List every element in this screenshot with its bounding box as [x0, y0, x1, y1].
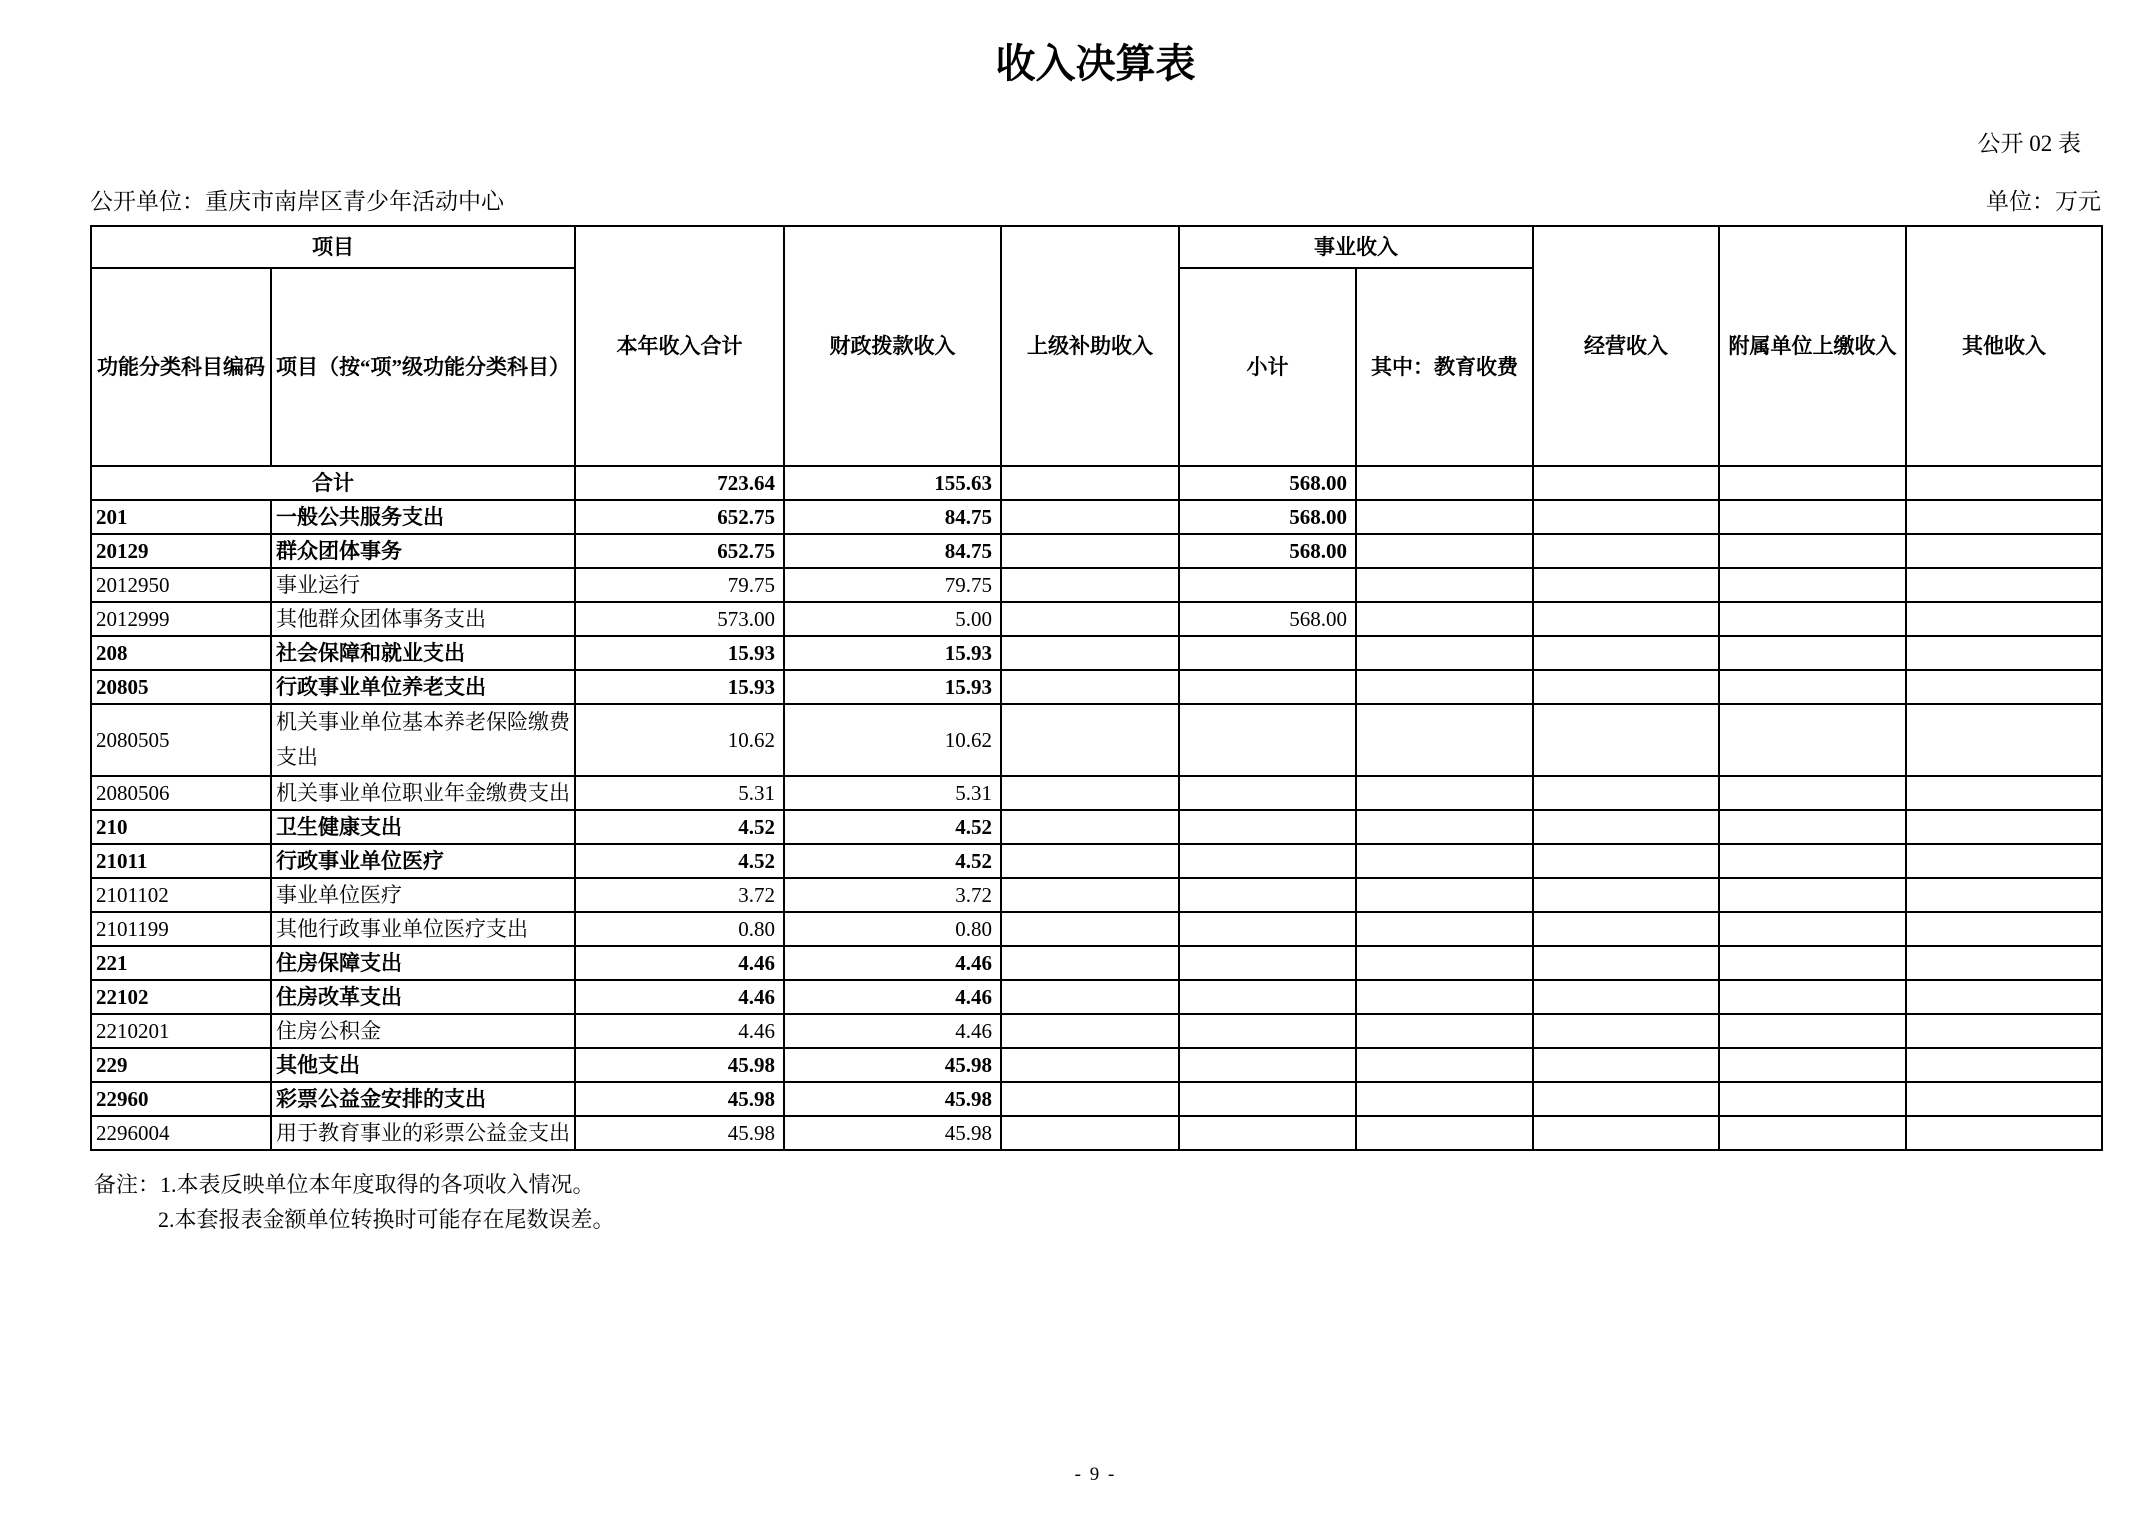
cell-value: 84.75	[784, 500, 1001, 534]
table-row	[91, 1014, 2102, 1048]
cell-value	[1719, 1014, 1906, 1048]
cell-value	[1719, 810, 1906, 844]
row-item: 机关事业单位基本养老保险缴费支出	[271, 704, 575, 776]
cell-value	[1906, 878, 2102, 912]
cell-value	[1906, 1048, 2102, 1082]
cell-value	[1356, 500, 1533, 534]
cell-value: 79.75	[784, 568, 1001, 602]
cell-value	[1356, 704, 1533, 776]
row-code: 2101199	[91, 912, 271, 946]
row-code: 229	[91, 1048, 271, 1082]
cell-value: 79.75	[575, 568, 784, 602]
cell-value	[1719, 1048, 1906, 1082]
cell-value	[1356, 670, 1533, 704]
row-code: 2101102	[91, 878, 271, 912]
cell-value	[1906, 776, 2102, 810]
cell-value	[1533, 466, 1719, 500]
income-table	[90, 225, 2103, 1151]
cell-value	[1533, 946, 1719, 980]
cell-value	[1719, 636, 1906, 670]
row-item: 住房保障支出	[271, 946, 575, 980]
row-code: 2080506	[91, 776, 271, 810]
cell-value	[1533, 776, 1719, 810]
cell-value: 5.31	[575, 776, 784, 810]
row-code: 20129	[91, 534, 271, 568]
cell-value: 45.98	[575, 1048, 784, 1082]
cell-value	[1001, 878, 1179, 912]
cell-value	[1906, 602, 2102, 636]
cell-value	[1719, 1116, 1906, 1150]
cell-value	[1001, 500, 1179, 534]
cell-value	[1906, 670, 2102, 704]
row-item: 其他行政事业单位医疗支出	[271, 912, 575, 946]
cell-value	[1179, 878, 1356, 912]
cell-value	[1719, 568, 1906, 602]
table-row	[91, 912, 2102, 946]
cell-value	[1179, 1014, 1356, 1048]
cell-value	[1179, 1116, 1356, 1150]
cell-value	[1533, 568, 1719, 602]
table-row	[91, 534, 2102, 568]
cell-value: 45.98	[575, 1082, 784, 1116]
cell-value	[1906, 1082, 2102, 1116]
cell-value	[1356, 534, 1533, 568]
row-item: 住房公积金	[271, 1014, 575, 1048]
table-row	[91, 466, 2102, 500]
cell-value	[1001, 776, 1179, 810]
cell-value	[1001, 810, 1179, 844]
table-row	[91, 980, 2102, 1014]
cell-value: 4.52	[784, 844, 1001, 878]
row-code: 201	[91, 500, 271, 534]
cell-value	[1533, 602, 1719, 636]
cell-value	[1719, 912, 1906, 946]
cell-value	[1179, 946, 1356, 980]
cell-value	[1533, 878, 1719, 912]
row-code: 208	[91, 636, 271, 670]
note-text-1: 1.本表反映单位本年度取得的各项收入情况。	[160, 1172, 595, 1198]
table-code-label: 公开 02 表	[1977, 131, 2081, 156]
header-col-fiscal: 财政拨款收入	[784, 226, 1001, 466]
cell-value: 15.93	[784, 670, 1001, 704]
cell-value: 10.62	[575, 704, 784, 776]
cell-value	[1356, 602, 1533, 636]
cell-value	[1533, 980, 1719, 1014]
cell-value	[1356, 844, 1533, 878]
cell-value	[1533, 1082, 1719, 1116]
cell-value	[1356, 810, 1533, 844]
cell-value	[1179, 810, 1356, 844]
row-item: 其他支出	[271, 1048, 575, 1082]
cell-value: 4.46	[784, 946, 1001, 980]
cell-value: 568.00	[1179, 500, 1356, 534]
cell-value	[1179, 776, 1356, 810]
cell-value: 4.46	[784, 1014, 1001, 1048]
cell-value	[1533, 844, 1719, 878]
row-code: 2080505	[91, 704, 271, 776]
cell-value	[1533, 912, 1719, 946]
table-row	[91, 568, 2102, 602]
cell-value	[1179, 670, 1356, 704]
cell-value	[1533, 1048, 1719, 1082]
cell-value	[1906, 980, 2102, 1014]
cell-value: 652.75	[575, 500, 784, 534]
cell-value: 4.46	[784, 980, 1001, 1014]
cell-value	[1001, 466, 1179, 500]
header-col-other: 其他收入	[1906, 226, 2102, 466]
cell-value: 723.64	[575, 466, 784, 500]
cell-value	[1001, 1014, 1179, 1048]
cell-value	[1533, 534, 1719, 568]
cell-value: 568.00	[1179, 602, 1356, 636]
row-item: 住房改革支出	[271, 980, 575, 1014]
row-item: 群众团体事务	[271, 534, 575, 568]
cell-value: 84.75	[784, 534, 1001, 568]
cell-value	[1533, 636, 1719, 670]
cell-value: 15.93	[784, 636, 1001, 670]
note-label: 备注：	[94, 1172, 161, 1198]
cell-value	[1906, 1116, 2102, 1150]
cell-value: 568.00	[1179, 466, 1356, 500]
header-col-operating: 经营收入	[1533, 226, 1719, 466]
row-code: 20805	[91, 670, 271, 704]
cell-value	[1356, 568, 1533, 602]
cell-value: 45.98	[575, 1116, 784, 1150]
cell-value	[1179, 980, 1356, 1014]
cell-value	[1001, 568, 1179, 602]
cell-value	[1356, 1082, 1533, 1116]
row-item: 卫生健康支出	[271, 810, 575, 844]
cell-value: 0.80	[784, 912, 1001, 946]
notes	[94, 1167, 2149, 1237]
cell-value	[1179, 1082, 1356, 1116]
cell-value: 4.46	[575, 1014, 784, 1048]
row-item: 一般公共服务支出	[271, 500, 575, 534]
cell-value	[1719, 500, 1906, 534]
cell-value	[1179, 1048, 1356, 1082]
row-total-label: 合计	[91, 466, 575, 500]
cell-value	[1001, 670, 1179, 704]
cell-value	[1179, 568, 1356, 602]
cell-value	[1356, 980, 1533, 1014]
header-group-business: 事业收入	[1179, 226, 1533, 268]
cell-value	[1906, 500, 2102, 534]
note-line-1	[94, 1167, 2149, 1202]
cell-value	[1356, 1116, 1533, 1150]
table-row	[91, 636, 2102, 670]
cell-value	[1356, 912, 1533, 946]
cell-value	[1001, 912, 1179, 946]
cell-value	[1001, 980, 1179, 1014]
row-item: 行政事业单位医疗	[271, 844, 575, 878]
cell-value	[1533, 810, 1719, 844]
cell-value	[1906, 946, 2102, 980]
row-item: 用于教育事业的彩票公益金支出	[271, 1116, 575, 1150]
unit-of-measure-label: 单位：万元	[1986, 188, 2101, 214]
cell-value	[1356, 636, 1533, 670]
cell-value: 15.93	[575, 670, 784, 704]
table-row	[91, 1116, 2102, 1150]
cell-value	[1719, 980, 1906, 1014]
cell-value	[1179, 704, 1356, 776]
cell-value: 4.52	[575, 844, 784, 878]
cell-value	[1719, 946, 1906, 980]
meta-row	[90, 188, 2101, 216]
cell-value: 3.72	[575, 878, 784, 912]
row-code: 2012950	[91, 568, 271, 602]
cell-value	[1719, 1082, 1906, 1116]
cell-value: 10.62	[784, 704, 1001, 776]
table-row	[91, 844, 2102, 878]
table-row	[91, 602, 2102, 636]
page-number: - 9 -	[1074, 1464, 1117, 1485]
table-row	[91, 810, 2102, 844]
cell-value: 155.63	[784, 466, 1001, 500]
row-code: 2210201	[91, 1014, 271, 1048]
cell-value: 4.52	[784, 810, 1001, 844]
cell-value	[1001, 1048, 1179, 1082]
page-title: 收入决算表	[995, 41, 1196, 86]
header-col-education: 其中：教育收费	[1356, 268, 1533, 466]
cell-value: 45.98	[784, 1048, 1001, 1082]
cell-value	[1001, 602, 1179, 636]
note-line-2: 2.本套报表金额单位转换时可能存在尾数误差。	[158, 1207, 615, 1233]
table-row	[91, 670, 2102, 704]
income-table-body	[91, 466, 2102, 1150]
cell-value	[1906, 704, 2102, 776]
cell-value	[1719, 704, 1906, 776]
row-code: 210	[91, 810, 271, 844]
cell-value	[1001, 534, 1179, 568]
cell-value: 3.72	[784, 878, 1001, 912]
cell-value: 5.00	[784, 602, 1001, 636]
cell-value	[1001, 946, 1179, 980]
row-item: 社会保障和就业支出	[271, 636, 575, 670]
cell-value	[1179, 912, 1356, 946]
table-row	[91, 704, 2102, 776]
row-code: 2012999	[91, 602, 271, 636]
cell-value	[1906, 1014, 2102, 1048]
cell-value: 45.98	[784, 1116, 1001, 1150]
cell-value	[1356, 776, 1533, 810]
cell-value	[1906, 568, 2102, 602]
publish-unit-label: 公开单位：重庆市南岸区青少年活动中心	[90, 188, 504, 214]
cell-value	[1179, 844, 1356, 878]
cell-value	[1719, 602, 1906, 636]
cell-value: 652.75	[575, 534, 784, 568]
row-item: 事业运行	[271, 568, 575, 602]
cell-value	[1719, 844, 1906, 878]
cell-value	[1906, 912, 2102, 946]
table-row	[91, 1082, 2102, 1116]
cell-value	[1719, 534, 1906, 568]
cell-value: 568.00	[1179, 534, 1356, 568]
cell-value: 4.46	[575, 980, 784, 1014]
header-col-code: 功能分类科目编码	[91, 268, 271, 466]
cell-value: 573.00	[575, 602, 784, 636]
header-col-superior: 上级补助收入	[1001, 226, 1179, 466]
cell-value	[1001, 1082, 1179, 1116]
cell-value	[1719, 670, 1906, 704]
table-row	[91, 946, 2102, 980]
cell-value	[1906, 534, 2102, 568]
cell-value	[1001, 1116, 1179, 1150]
cell-value	[1356, 1048, 1533, 1082]
cell-value	[1533, 1116, 1719, 1150]
row-code: 22102	[91, 980, 271, 1014]
cell-value	[1356, 946, 1533, 980]
cell-value	[1906, 810, 2102, 844]
cell-value: 4.52	[575, 810, 784, 844]
row-code: 2296004	[91, 1116, 271, 1150]
table-row	[91, 776, 2102, 810]
cell-value: 15.93	[575, 636, 784, 670]
cell-value	[1001, 636, 1179, 670]
row-code: 221	[91, 946, 271, 980]
cell-value	[1719, 776, 1906, 810]
cell-value	[1533, 500, 1719, 534]
cell-value	[1533, 670, 1719, 704]
row-item: 其他群众团体事务支出	[271, 602, 575, 636]
cell-value	[1906, 636, 2102, 670]
row-item: 机关事业单位职业年金缴费支出	[271, 776, 575, 810]
row-code: 22960	[91, 1082, 271, 1116]
row-item: 彩票公益金安排的支出	[271, 1082, 575, 1116]
header-col-subtotal: 小计	[1179, 268, 1356, 466]
cell-value	[1001, 704, 1179, 776]
header-col-total: 本年收入合计	[575, 226, 784, 466]
header-col-item: 项目（按“项”级功能分类科目）	[271, 268, 575, 466]
row-code: 21011	[91, 844, 271, 878]
cell-value: 45.98	[784, 1082, 1001, 1116]
cell-value	[1356, 1014, 1533, 1048]
row-item: 行政事业单位养老支出	[271, 670, 575, 704]
cell-value: 0.80	[575, 912, 784, 946]
header-col-affiliated: 附属单位上缴收入	[1719, 226, 1906, 466]
cell-value	[1719, 466, 1906, 500]
table-row	[91, 1048, 2102, 1082]
cell-value: 4.46	[575, 946, 784, 980]
cell-value	[1001, 844, 1179, 878]
cell-value	[1906, 466, 2102, 500]
table-row	[91, 500, 2102, 534]
cell-value	[1356, 878, 1533, 912]
cell-value	[1179, 636, 1356, 670]
cell-value	[1533, 704, 1719, 776]
row-item: 事业单位医疗	[271, 878, 575, 912]
cell-value	[1906, 844, 2102, 878]
header-group-project: 项目	[91, 226, 575, 268]
cell-value: 5.31	[784, 776, 1001, 810]
table-row	[91, 878, 2102, 912]
cell-value	[1719, 878, 1906, 912]
cell-value	[1356, 466, 1533, 500]
cell-value	[1533, 1014, 1719, 1048]
